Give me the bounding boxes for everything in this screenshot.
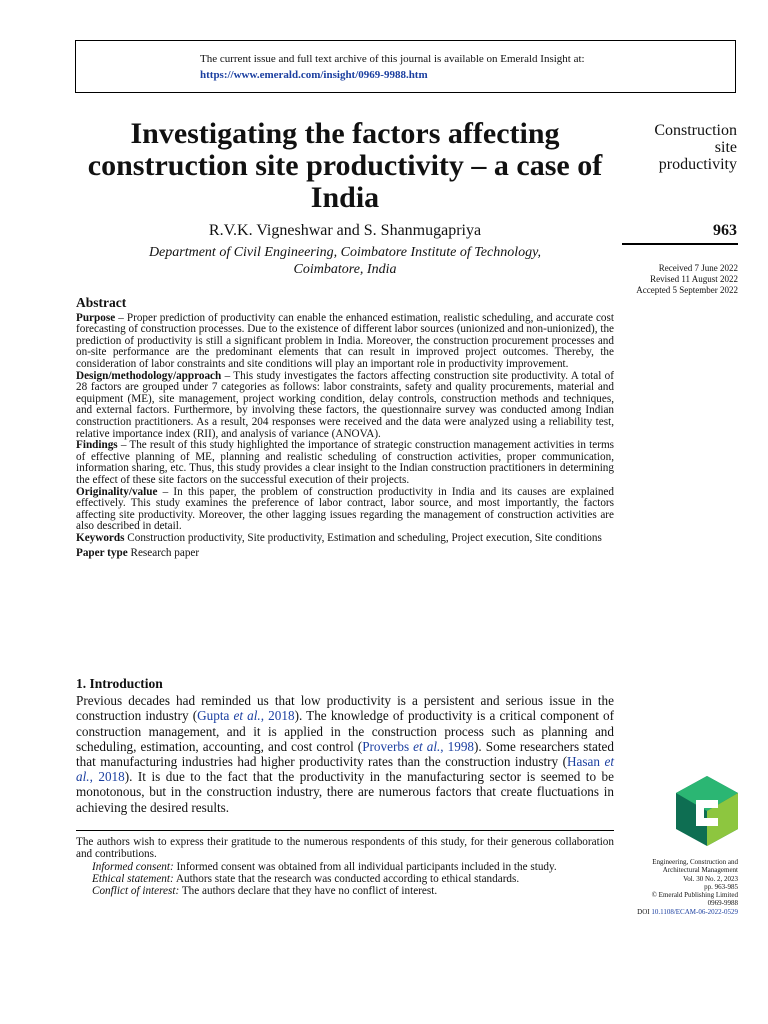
originality-label: Originality/value (76, 485, 158, 498)
running-head-line: Construction (654, 122, 737, 139)
consent-label: Informed consent: (92, 860, 174, 873)
introduction-section (76, 676, 614, 815)
conflict-label: Conflict of interest: (92, 885, 180, 898)
issn: 0969-9988 (707, 899, 738, 908)
abstract-purpose (76, 313, 614, 371)
ethics-label: Ethical statement: (92, 872, 174, 885)
journal-info (610, 858, 738, 916)
footnote-divider (76, 830, 614, 831)
citation-author: Gupta (197, 708, 234, 724)
running-head-line: site (714, 139, 737, 156)
authors: R.V.K. Vigneshwar and S. Shanmugapriya (208, 222, 482, 239)
abstract-section (76, 297, 614, 560)
introduction-heading: 1. Introduction (76, 676, 163, 691)
journal-name: Architectural Management (662, 866, 738, 875)
affiliation-line: Coimbatore, India (293, 262, 397, 277)
keywords-label: Keywords (76, 531, 125, 544)
citation-author: Hasan (567, 754, 605, 770)
introduction-paragraph (76, 693, 614, 815)
abstract-findings (76, 440, 614, 486)
revised-date: Revised 11 August 2022 (650, 274, 738, 284)
affiliation-line: Department of Civil Engineering, Coimbatore Institute of Technology, (148, 245, 542, 260)
journal-pages: pp. 963-985 (704, 882, 738, 891)
citation-year: , 2018 (89, 769, 125, 785)
intro-text: Previous decades had reminded us that low productivity is a persistent and serious issue in the construction industry ( (76, 693, 614, 724)
abstract-heading: Abstract (76, 295, 127, 310)
received-date: Received 7 June 2022 (658, 263, 738, 273)
abstract-originality (76, 487, 614, 533)
journal-name: Engineering, Construction and (652, 858, 738, 866)
journal-volume: Vol. 30 No. 2, 2023 (683, 874, 738, 883)
conflict-text: The authors declare that they have no conflict of interest. (179, 885, 438, 898)
page-number: 963 (713, 222, 737, 239)
archive-notice-text: The current issue and full text archive of this journal is available on Emerald Insight at: (200, 53, 585, 65)
design-label: Design/methodology/approach (76, 369, 222, 382)
footnotes (76, 836, 614, 897)
findings-text: – The result of this study highlighted the importance of strategic construction management activities in terms of effective planning of ME, planning and realistic scheduling of construction activities, proper communication, information sharing, etc. Thus, this study provides a clear insight to the Indian construction practitioners in determining the effect of these site factors on the successful execution of their projects. (76, 439, 614, 486)
archive-notice-box (75, 40, 736, 93)
conflict-of-interest (76, 885, 614, 897)
citation-etal: et al. (76, 754, 614, 785)
citation-etal: et al. (233, 708, 261, 724)
doi-link[interactable]: 10.1108/ECAM-06-2022-0529 (651, 907, 738, 916)
article-history (600, 263, 738, 296)
keywords-text: Construction productivity, Site productivity, Estimation and scheduling, Project execution, Site conditions (124, 531, 602, 544)
citation-year: , 1998 (440, 738, 475, 754)
keywords (76, 533, 614, 545)
running-head-line: productivity (658, 156, 737, 173)
intro-text: ). Some researchers stated that manufacturing industries had higher productivity rates than the construction industry ( (76, 738, 614, 770)
ethical-statement (76, 873, 614, 885)
journal-logo-icon (676, 776, 738, 846)
purpose-label: Purpose (76, 311, 116, 324)
originality-text: – In this paper, the problem of construction productivity in India and its causes are explained effectively. This study examines the preference of labor contract, labor source, and most importantly, the factors affecting site productivity. Moreover, the other lagging issues regarding the management of construction activities are also described in detail. (76, 485, 614, 533)
purpose-text: – Proper prediction of productivity can enable the enhanced estimation, realistic scheduling, and accurate cost forecasting of construction processes. Due to the existence of different labor sources (unionized and non-unionized), the prediction of productivity is still a significant problem in India. Moreover, the construction procurement processes and on-site performance are the predominant elements that can result in improved project outcomes. Thereby, the consideration of labor constraints and site conditions will play an important role in productivity improvement. (76, 311, 614, 370)
papertype-text: Research paper (127, 547, 200, 560)
doi (610, 908, 738, 916)
papertype-label: Paper type (76, 547, 128, 560)
paper-type (76, 548, 614, 560)
ethics-text: Authors state that the research was conducted according to ethical standards. (173, 872, 520, 885)
paper-title: Investigating the factors affecting construction site productivity – a case of India (87, 117, 603, 214)
abstract-design (76, 371, 614, 441)
intro-text: ). The knowledge of productivity is a critical component of construction management, and it is applied in the construction process such as planning and scheduling, estimation, accounting, and cost control ( (76, 708, 615, 754)
design-text: – This study investigates the factors affecting construction site productivity. A total of 28 factors are grouped under 7 categories as follows: labor constraints, safety and quality procurements, material and equipment (ME), site management, project working condition, delay controls, construction methods and techniques, and external factors. Furthermore, by involving these factors, the questionnaire survey was conducted among Indian construction practitioners. As a result, 204 responses were received and the data were analyzed using a reliability test, relative importance index (RII), and analysis of variance (ANOVA). (76, 369, 614, 440)
acknowledgement: The authors wish to express their gratitude to the numerous respondents of this study, for their generous collaboration and contributions. (76, 836, 614, 861)
informed-consent (76, 861, 614, 873)
running-head (622, 122, 737, 173)
accepted-date: Accepted 5 September 2022 (636, 285, 738, 295)
citation-link[interactable] (197, 708, 294, 723)
publisher: © Emerald Publishing Limited (651, 891, 738, 900)
page-number-rule (622, 243, 738, 245)
doi-label: DOI (637, 907, 652, 916)
citation-link[interactable] (362, 739, 474, 754)
journal-url-link[interactable]: https://www.emerald.com/insight/0969-9988.htm (200, 69, 428, 81)
intro-text: ). It is due to the fact that the productivity in the manufacturing sector is seemed to be monotonous, but in the construction industry, there are numerous factors that create fluctuations in achieving the desired results. (76, 769, 615, 815)
citation-author: Proverbs (362, 738, 414, 754)
consent-text: Informed consent was obtained from all individual participants included in the study. (173, 860, 557, 873)
findings-label: Findings (76, 439, 118, 452)
citation-year: , 2018 (260, 708, 295, 724)
citation-etal: et al. (413, 738, 441, 754)
affiliation (76, 244, 614, 278)
